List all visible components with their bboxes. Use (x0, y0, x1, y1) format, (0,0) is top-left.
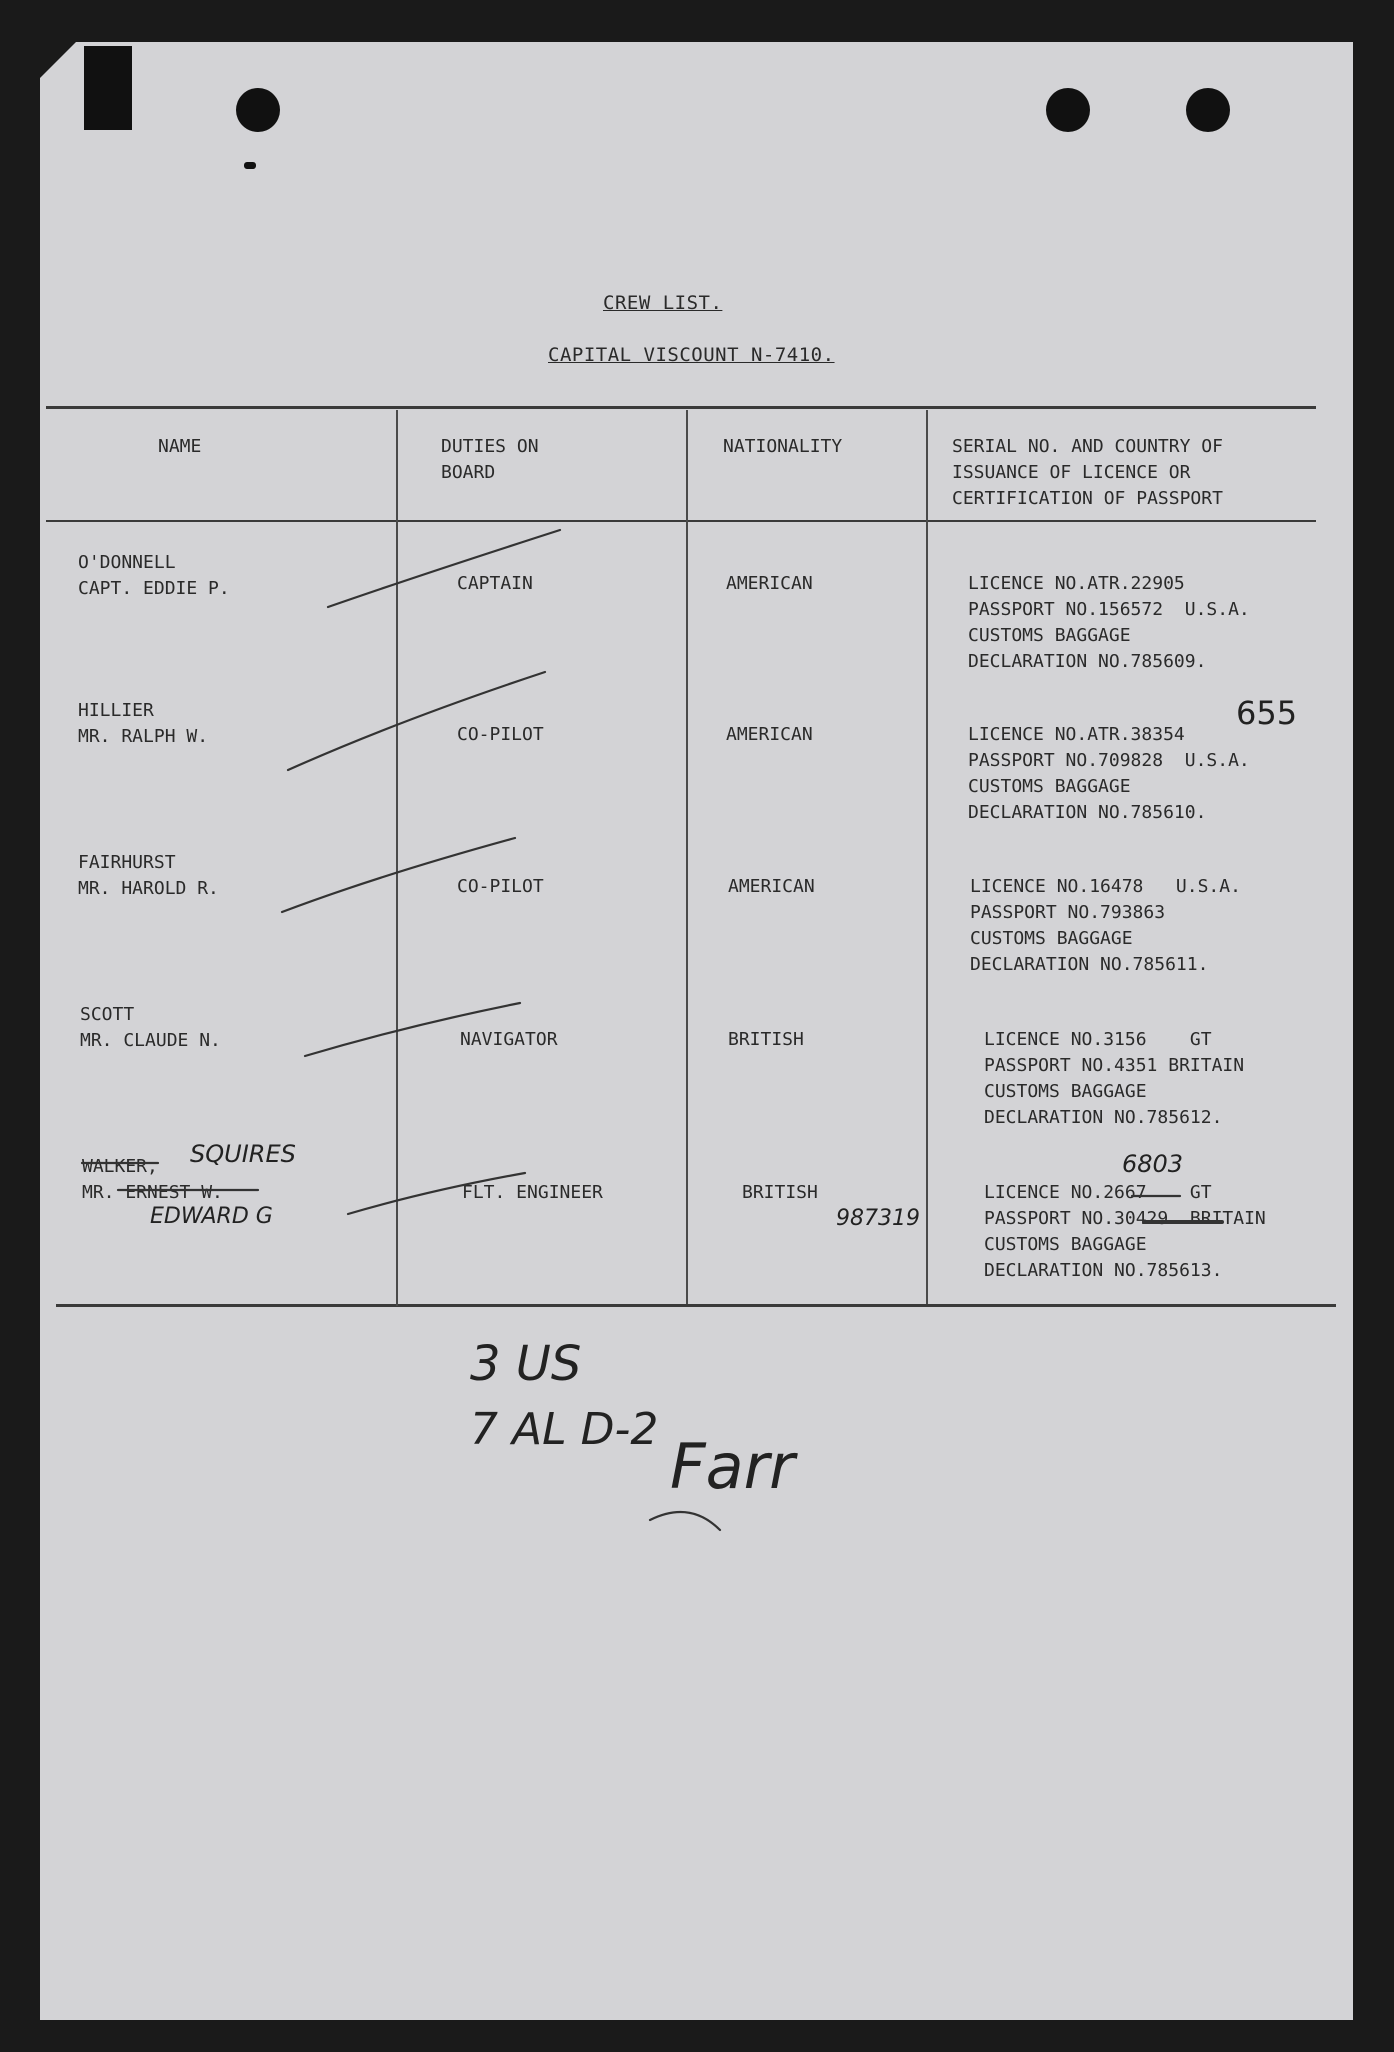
tick-mark (282, 838, 515, 912)
tick-mark (305, 1003, 520, 1056)
handwritten-given-correction: EDWARD G (150, 1204, 273, 1229)
crew-name: HILLIER MR. RALPH W. (78, 700, 209, 747)
handwritten-annotation-line2: 7 AL D-2 (470, 1404, 659, 1455)
crew-duty: NAVIGATOR (460, 1029, 558, 1050)
crew-name: FAIRHURST MR. HAROLD R. (78, 852, 219, 899)
signature-underline (650, 1512, 720, 1530)
crew-name: O'DONNELL CAPT. EDDIE P. (78, 552, 230, 599)
header-nationality: NATIONALITY (723, 436, 843, 457)
crew-nationality: AMERICAN (728, 876, 815, 897)
header-duties: DUTIES ON BOARD (441, 436, 539, 483)
crew-serial: LICENCE NO.16478 U.S.A. PASSPORT NO.793863 CUSTOMS BAGGAGE DECLARATION NO.785611. (970, 876, 1241, 975)
crew-serial: LICENCE NO.ATR.22905 PASSPORT NO.156572 U.S.A. CUSTOMS BAGGAGE DECLARATION NO.785609. (968, 573, 1250, 672)
crew-duty: CO-PILOT (457, 724, 544, 745)
crew-duty: FLT. ENGINEER (462, 1182, 603, 1203)
handwritten-licence-note: 655 (1236, 694, 1298, 732)
crew-nationality: AMERICAN (726, 724, 813, 745)
handwritten-signature: Farr (670, 1430, 795, 1503)
header-name: NAME (158, 436, 202, 457)
handwritten-annotation-line1: 3 US (470, 1336, 582, 1392)
tick-mark (288, 672, 545, 770)
tick-mark (328, 530, 560, 607)
crew-duty: CO-PILOT (457, 876, 544, 897)
crew-nationality: BRITISH (728, 1029, 804, 1050)
crew-serial: LICENCE NO.3156 GT PASSPORT NO.4351 BRITAIN CUSTOMS BAGGAGE DECLARATION NO.785612. (984, 1029, 1245, 1128)
handwritten-licence-correction: 6803 (1122, 1150, 1184, 1178)
crew-nationality: AMERICAN (726, 573, 813, 594)
document-title: CREW LIST. (603, 292, 723, 314)
crew-nationality: BRITISH (742, 1182, 818, 1203)
tick-mark (348, 1173, 525, 1214)
document-subtitle: CAPITAL VISCOUNT N-7410. (548, 344, 835, 366)
crew-serial: LICENCE NO.2667 GT PASSPORT NO.30429 BRITAIN CUSTOMS BAGGAGE DECLARATION NO.785613. (984, 1182, 1266, 1281)
crew-name: SCOTT MR. CLAUDE N. (80, 1004, 221, 1051)
crew-serial: LICENCE NO.ATR.38354 PASSPORT NO.709828 U.S.A. CUSTOMS BAGGAGE DECLARATION NO.785610. (968, 724, 1250, 823)
crew-name: WALKER, MR. ERNEST W. (82, 1156, 223, 1203)
handwritten-passport-note: 987319 (836, 1206, 920, 1231)
handwritten-surname-correction: SQUIRES (190, 1140, 296, 1168)
header-serial: SERIAL NO. AND COUNTRY OF ISSUANCE OF LICENCE OR CERTIFICATION OF PASSPORT (952, 436, 1223, 509)
crew-duty: CAPTAIN (457, 573, 533, 594)
